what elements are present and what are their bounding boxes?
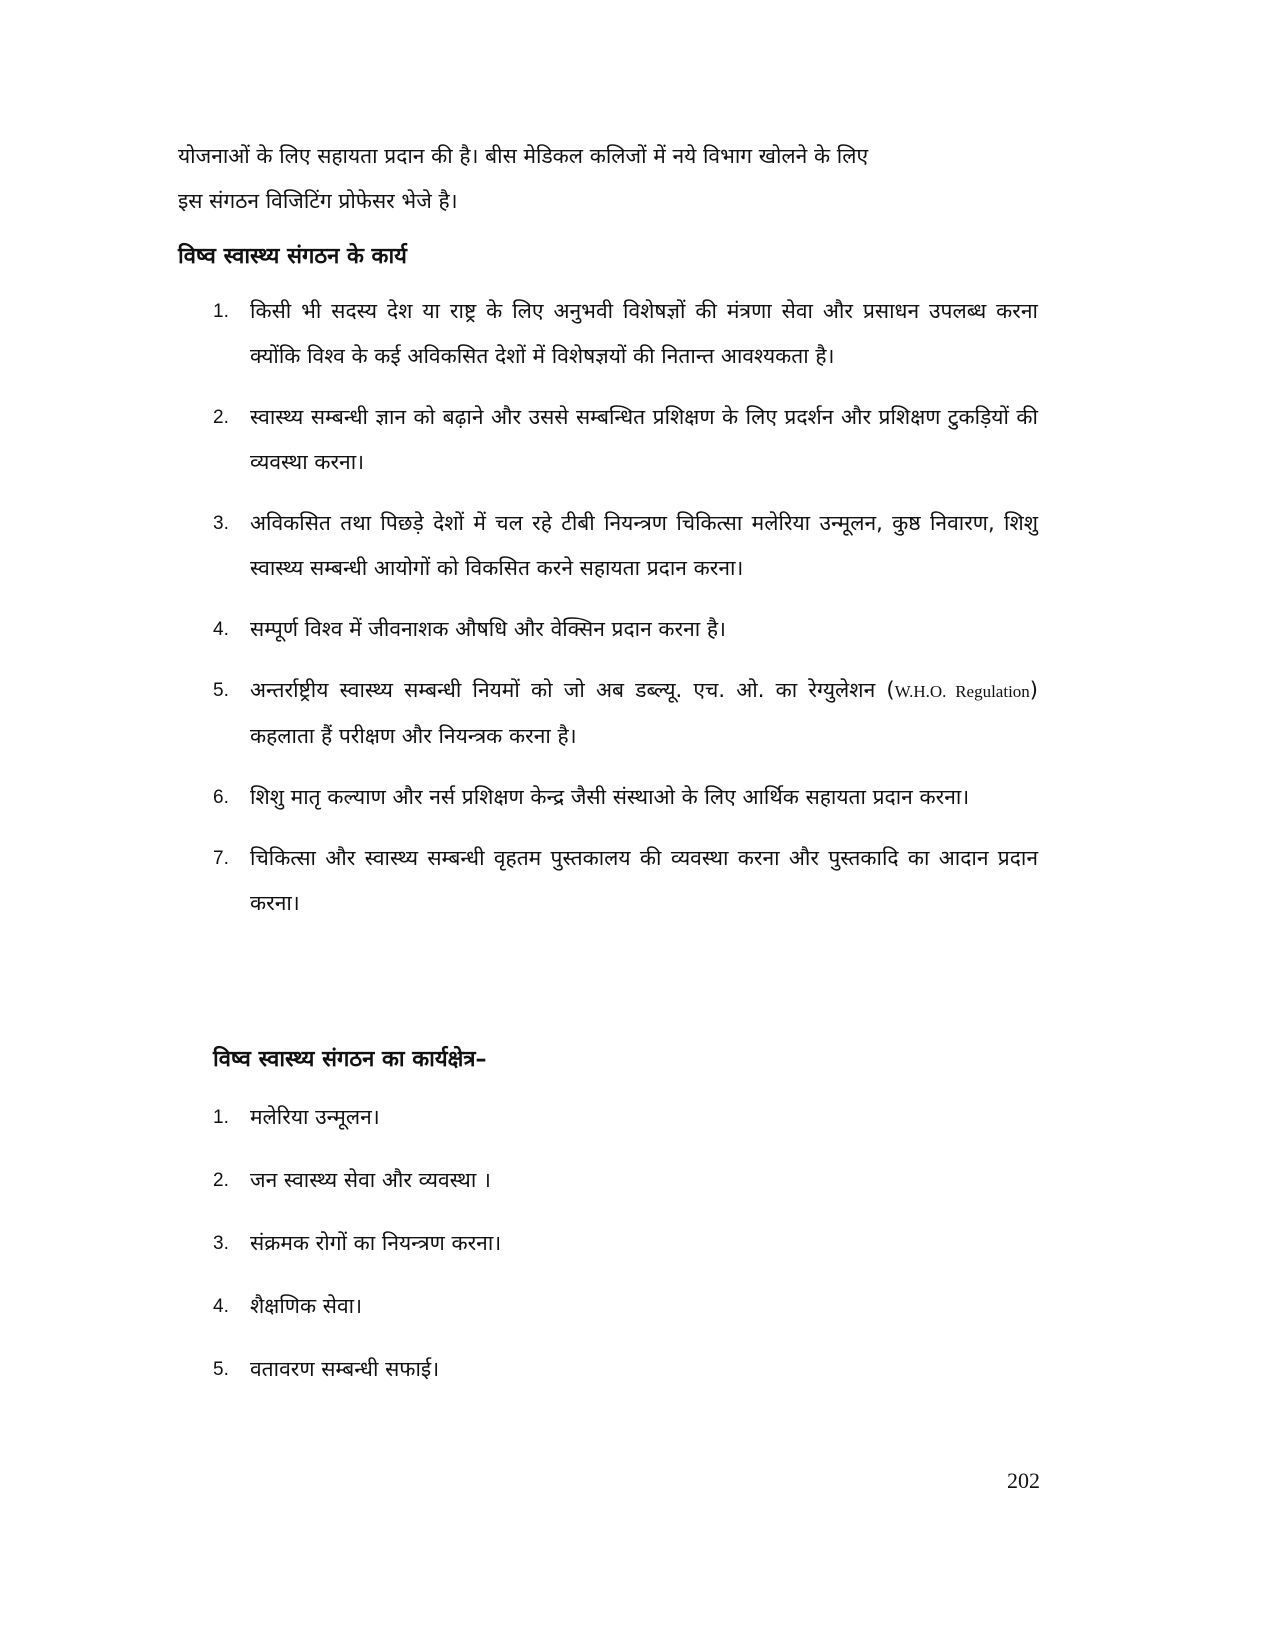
- list-item: [213, 395, 1038, 485]
- list-item-latin-term: W.H.O. Regulation: [894, 682, 1030, 701]
- page-number: 202: [1007, 1468, 1040, 1493]
- list-item-text: अविकसित तथा पिछड़े देशों में चल रहे टीबी नियन्त्रण चिकित्सा मलेरिया उन्मूलन, कुष्ठ निवारण, शिशु स्वास्थ्य सम्बन्धी आयोगों को विकसित करने सहायता प्रदान करना।: [250, 511, 1038, 580]
- intro-line-1: योजनाओं के लिए सहायता प्रदान की है। बीस मेडिकल कलिजों में नये विभाग खोलने के लिए: [178, 144, 869, 168]
- list-item-text: सम्पूर्ण विश्व में जीवनाशक औषधि और वेक्सिन प्रदान करना है।: [250, 617, 727, 641]
- functions-list: [213, 289, 1038, 926]
- list-item: [213, 501, 1038, 591]
- list-item-number: 7.: [213, 848, 229, 869]
- intro-line-2: इस संगठन विजिटिंग प्रोफेसर भेजे है।: [178, 189, 458, 213]
- list-item-number: 5.: [213, 1359, 229, 1380]
- list-item-text-b: ) कहलाता हैं परीक्षण और नियन्त्रक करना है।: [250, 678, 1038, 748]
- list-item-text: वतावरण सम्बन्धी सफाई।: [250, 1357, 440, 1381]
- list-item: [213, 775, 1038, 820]
- section-heading-functions: विष्व स्वास्थ्य संगठन के कार्य: [178, 244, 407, 269]
- list-item-text: शिशु मातृ कल्याण और नर्स प्रशिक्षण केन्द्र जैसी संस्थाओ के लिए आर्थिक सहायता प्रदान करना।: [250, 785, 970, 809]
- list-item: [213, 1095, 1038, 1140]
- list-item-text: संक्रमक रोगों का नियन्त्रण करना।: [250, 1231, 502, 1255]
- list-item-text: मलेरिया उन्मूलन।: [250, 1105, 380, 1129]
- list-item-number: 1.: [213, 1107, 229, 1128]
- list-item: [213, 1284, 1038, 1329]
- list-item: [213, 1158, 1038, 1203]
- list-item-number: 4.: [213, 619, 229, 640]
- list-item: [213, 607, 1038, 652]
- list-item-number: 4.: [213, 1296, 229, 1317]
- list-item-text: जन स्वास्थ्य सेवा और व्यवस्था ।: [250, 1168, 491, 1192]
- list-item: [213, 1221, 1038, 1266]
- list-item: [213, 836, 1038, 926]
- list-item-number: 2.: [213, 407, 229, 428]
- section-heading-scope: विष्व स्वास्थ्य संगठन का कार्यक्षेत्र–: [213, 1047, 487, 1072]
- list-item: [213, 668, 1038, 759]
- list-item-text: चिकित्सा और स्वास्थ्य सम्बन्धी वृहतम पुस्तकालय की व्यवस्था करना और पुस्तकादि का आदान प्रदान करना।: [250, 846, 1038, 915]
- list-item-text: शैक्षणिक सेवा।: [250, 1294, 363, 1318]
- list-item-number: 3.: [213, 1233, 229, 1254]
- list-item-number: 1.: [213, 301, 229, 322]
- list-item-number: 5.: [213, 680, 229, 701]
- list-item-number: 6.: [213, 787, 229, 808]
- list-item: [213, 289, 1038, 379]
- list-item-text: स्वास्थ्य सम्बन्धी ज्ञान को बढ़ाने और उससे सम्बन्धित प्रशिक्षण के लिए प्रदर्शन और प्रशिक्षण टुकड़ियों की व्यवस्था करना।: [250, 405, 1038, 474]
- intro-paragraph: [178, 134, 1038, 224]
- list-item-number: 3.: [213, 513, 229, 534]
- scope-list: [213, 1095, 1038, 1392]
- list-item-text: किसी भी सदस्य देश या राष्ट्र के लिए अनुभवी विशेषज्ञों की मंत्रणा सेवा और प्रसाधन उपलब्ध करना क्योंकि विश्व के कई अविकसित देशों में विशेषज्ञयों की नितान्त आवश्यकता है।: [250, 299, 1038, 368]
- list-item-text-a: अन्तर्राष्ट्रीय स्वास्थ्य सम्बन्धी नियमों को जो अब डब्ल्यू. एच. ओ. का रेग्युलेशन (: [250, 678, 895, 702]
- list-item-number: 2.: [213, 1170, 229, 1191]
- list-item: [213, 1347, 1038, 1392]
